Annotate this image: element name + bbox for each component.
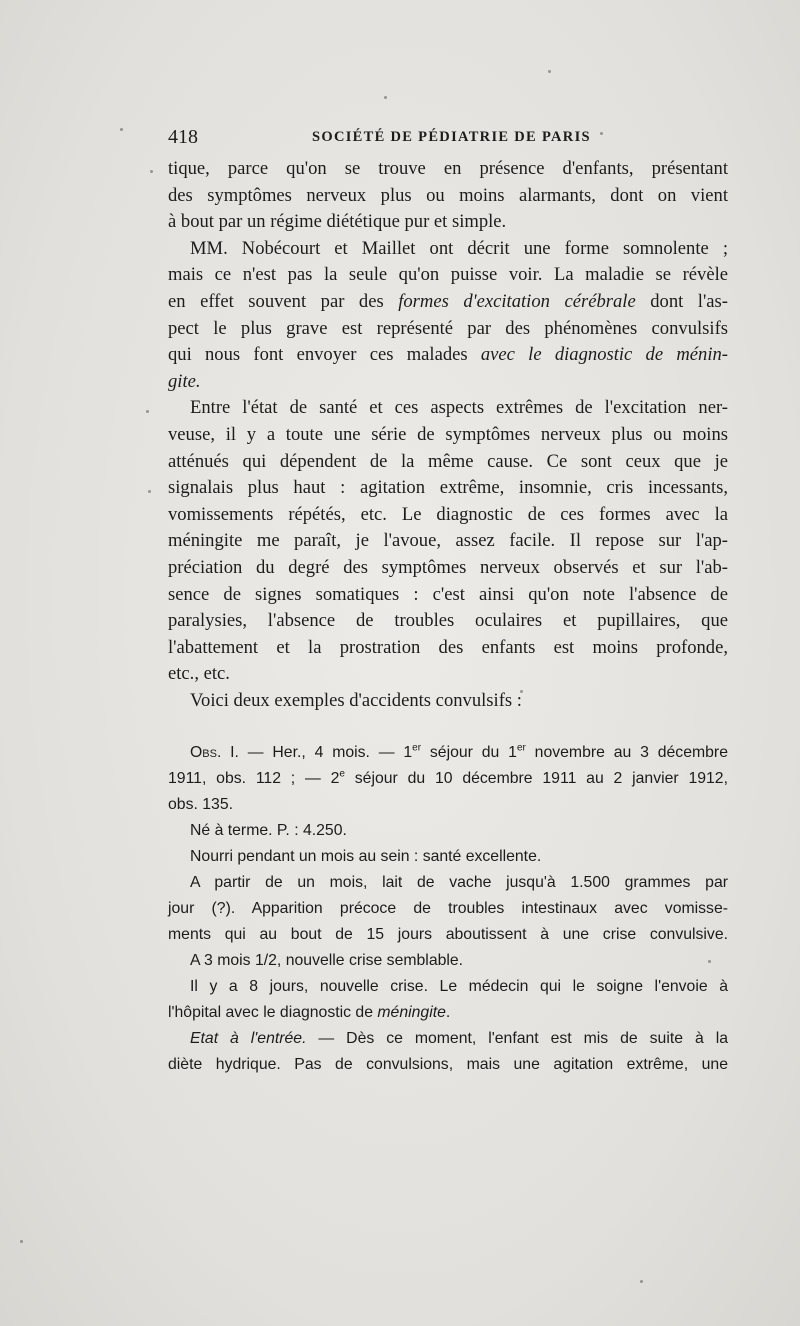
text-line: paralysies, l'absence de troubles oculaires et pupillaires, que — [168, 610, 728, 632]
text-line: Voici deux exemples d'accidents convulsifs : — [190, 689, 522, 711]
superscript: er — [412, 742, 422, 754]
text-line: pect le plus grave est représenté par des phénomènes convulsifs — [168, 317, 728, 339]
italic-phrase: Etat à l'entrée. — [190, 1030, 307, 1047]
speck — [150, 170, 153, 173]
speck — [120, 128, 123, 131]
obs-line: jour (?). Apparition précoce de troubles intestinaux avec vomisse- — [168, 900, 728, 917]
superscript: er — [516, 742, 526, 754]
text-line: mais ce n'est pas la seule qu'on puisse voir. La maladie se révèle — [168, 264, 728, 286]
speck — [548, 70, 551, 73]
text-line — [168, 369, 728, 396]
obs-line: diète hydrique. Pas de convulsions, mais une agitation extrême, une — [168, 1056, 728, 1073]
obs-line: Né à terme. P. : 4.250. — [190, 822, 347, 839]
obs-label: Obs. I. — [190, 744, 239, 761]
running-title: SOCIÉTÉ DE PÉDIATRIE DE PARIS — [312, 129, 591, 145]
text-line: atténués qui dépendent de la même cause. Ce sont ceux que je — [168, 450, 728, 472]
speck — [148, 490, 151, 493]
speck — [20, 1240, 23, 1243]
text-fragment: l'hôpital avec le diagnostic de — [168, 1004, 373, 1021]
superscript: e — [339, 768, 345, 780]
text-line: tique, parce qu'on se trouve en présence d'enfants, présentant — [168, 158, 728, 179]
obs-line — [168, 1026, 728, 1052]
italic-phrase: formes d'excitation cérébrale — [398, 290, 636, 312]
text-line: sence de signes somatiques : c'est ainsi qu'on note l'absence de — [168, 583, 728, 605]
text-line: Entre l'état de santé et ces aspects extrêmes de l'excitation ner- — [190, 397, 728, 419]
text-line: MM. Nobécourt et Maillet ont décrit une forme somnolente ; — [190, 237, 728, 259]
page-header — [168, 126, 728, 150]
body-text — [168, 156, 728, 714]
text-line: des symptômes nerveux plus ou moins alarmants, dont on vient — [168, 184, 728, 206]
obs-line — [168, 1000, 728, 1026]
obs-line: A partir de un mois, lait de vache jusqu'à 1.500 grammes par — [190, 874, 728, 891]
observation-notes — [168, 740, 728, 1078]
text-line: etc., etc. — [168, 663, 230, 685]
obs-line — [168, 740, 728, 766]
text-line: signalais plus haut : agitation extrême, insomnie, cris incessants, — [168, 477, 728, 499]
text-line — [168, 342, 728, 369]
text-fragment: qui nous font envoyer ces malades — [168, 344, 468, 366]
obs-line: obs. 135. — [168, 796, 233, 813]
italic-phrase: gite. — [168, 370, 201, 392]
obs-line: Nourri pendant un mois au sein : santé excellente. — [190, 848, 542, 865]
speck — [640, 1280, 643, 1283]
text-fragment: séjour du 10 décembre 1911 au 2 janvier 1912, — [344, 770, 728, 787]
text-line: l'abattement et la prostration des enfants est moins profonde, — [168, 636, 728, 658]
text-fragment: séjour du 1 — [421, 744, 517, 761]
obs-line: Il y a 8 jours, nouvelle crise. Le médecin qui le soigne l'envoie à — [190, 978, 728, 995]
obs-line: A 3 mois 1/2, nouvelle crise semblable. — [190, 952, 464, 969]
speck — [384, 96, 387, 99]
text-fragment: — Her., 4 mois. — 1 — [238, 744, 413, 761]
text-fragment: dont l'as- — [650, 290, 728, 312]
speck — [146, 410, 149, 413]
italic-phrase: avec le diagnostic de ménin- — [480, 344, 728, 366]
italic-phrase: méningite — [377, 1004, 446, 1021]
obs-line — [168, 766, 728, 792]
text-line: méningite me paraît, je l'avoue, assez facile. Il repose sur l'ap- — [168, 530, 728, 552]
text-fragment: 1911, obs. 112 ; — 2 — [168, 770, 340, 787]
obs-line: ments qui au bout de 15 jours aboutissent à une crise convulsive. — [168, 926, 728, 943]
text-line: vomissements répétés, etc. Le diagnostic de ces formes avec la — [168, 503, 728, 525]
text-line: veuse, il y a toute une série de symptômes nerveux plus ou moins — [168, 423, 728, 445]
page-number: 418 — [168, 126, 198, 148]
text-line — [168, 289, 728, 316]
text-fragment: novembre au 3 décembre — [525, 744, 728, 761]
text-fragment: . — [445, 1004, 451, 1021]
text-line: à bout par un régime diététique pur et simple. — [168, 211, 507, 233]
text-line: préciation du degré des symptômes nerveux observés et sur l'ab- — [168, 556, 728, 578]
text-fragment: en effet souvent par des — [168, 290, 384, 312]
text-fragment: — Dès ce moment, l'enfant est mis de suite à la — [306, 1030, 728, 1047]
